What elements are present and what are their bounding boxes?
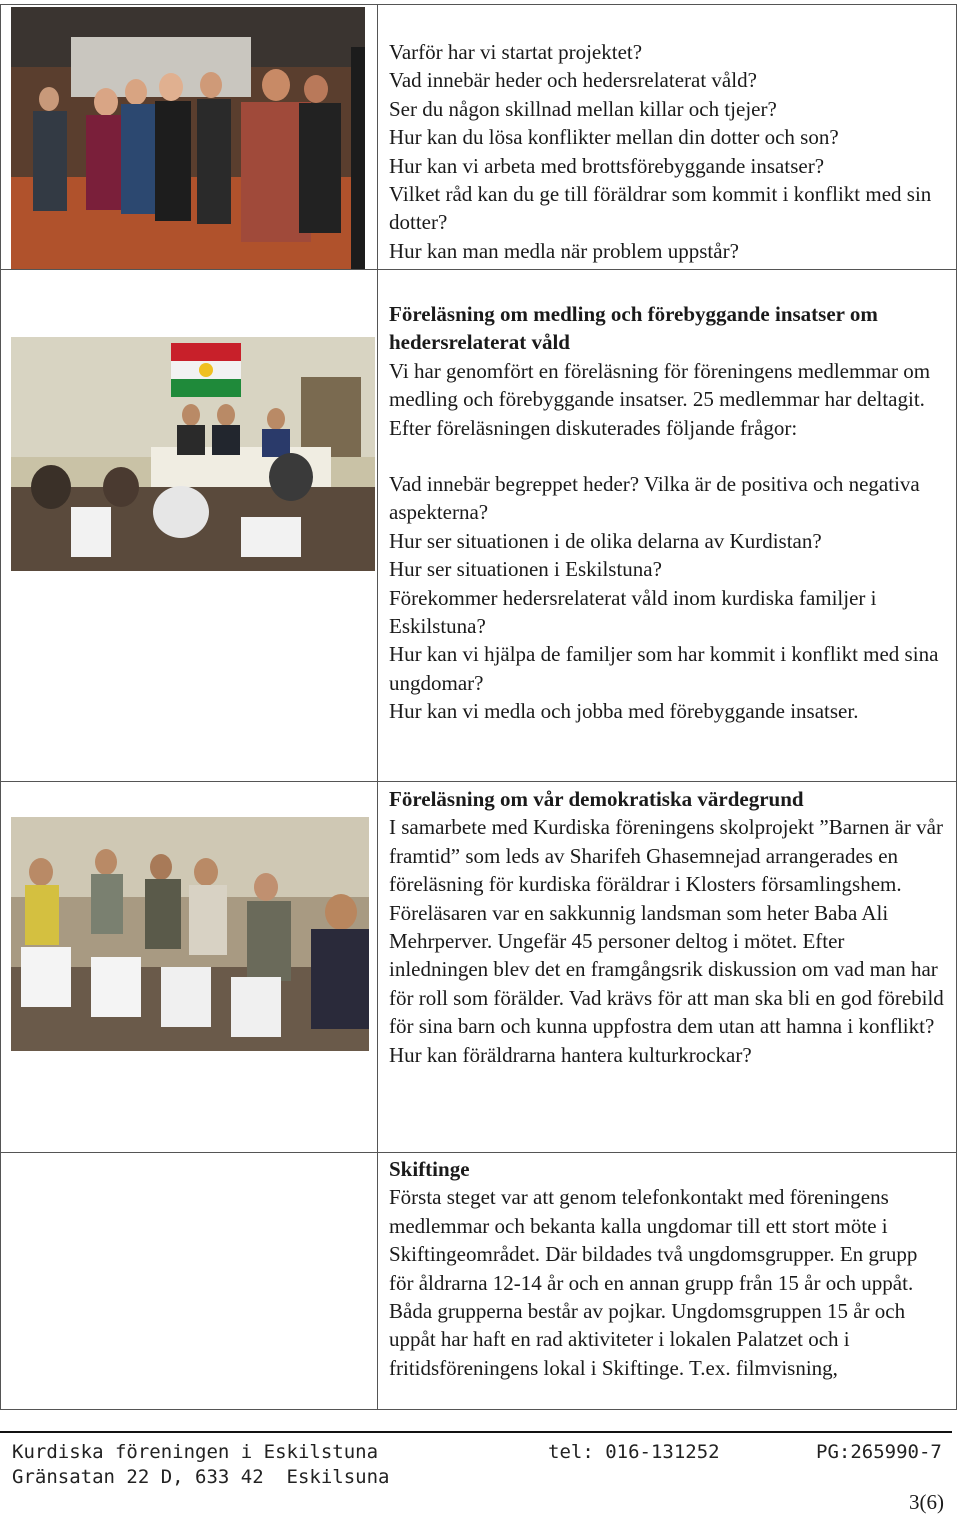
question: Hur ser situationen i Eskilstuna? bbox=[389, 557, 662, 582]
question: Hur kan man medla när problem uppstår? bbox=[389, 238, 739, 263]
meeting-photo-panel bbox=[11, 337, 375, 571]
table-row bbox=[0, 269, 957, 782]
table-row bbox=[0, 4, 957, 270]
question: Vad innebär heder och hedersrelaterat våld? bbox=[389, 68, 757, 93]
question: Ser du någon skillnad mellan killar och tjejer? bbox=[389, 96, 777, 121]
section-body: Första steget var att genom telefonkontakt med föreningens medlemmar och bekanta kalla ungdomar till ett stort möte i Skiftingeområdet. Där bildades två ungdomsgrupper. En grupp för åldrarna 12-14 år och en annan grupp från 15 år och uppåt. Båda grupperna består av pojkar. Ungdomsgruppen 15 år och uppåt har haft en rad aktiviteter i lokalen Palatzet och i fritidsföreningens lokal i Skiftinge. T.ex. filmvisning, bbox=[389, 1185, 918, 1380]
footer-divider bbox=[0, 1431, 952, 1433]
question: Hur ser situationen i de olika delarna av Kurdistan? bbox=[389, 528, 822, 553]
section3-text bbox=[389, 785, 946, 1069]
footer-address: Gränsatan 22 D, 633 42 Eskilsuna bbox=[12, 1466, 390, 1488]
section-body: I samarbete med Kurdiska föreningens skolprojekt ”Barnen är vår framtid” som leds av Sharifeh Ghasemnejad arrangerades en föreläsning för kurdiska föräldrar i Klosters församlingshem. Föreläsaren var en sakkunnig landsman som heter Baba Ali Mehrperver. Ungefär 45 personer deltog i mötet. Efter inledningen blev det en framgångsrik diskussion om vad man har för roll som förälder. Vad krävs för att man ska bli en god förebild för sina barn och kunna uppfostra dem utan att hamna i konflikt? Hur kan föräldrarna hantera kulturkrockar? bbox=[389, 815, 944, 1067]
footer-pg: PG:265990-7 bbox=[816, 1441, 942, 1463]
lecture-audience-photo bbox=[11, 817, 369, 1051]
section-intro: Vi har genomfört en föreläsning för föreningens medlemmar om medling och förebyggande insatser. 25 medlemmar har deltagit. Efter föreläsningen diskuterades följande frågor: bbox=[389, 358, 931, 440]
section-heading: Föreläsning om vår demokratiska värdegrund bbox=[389, 787, 804, 811]
footer-org: Kurdiska föreningen i Eskilstuna bbox=[12, 1441, 379, 1463]
question: Förekommer hedersrelaterat våld inom kurdiska familjer i Eskilstuna? bbox=[389, 585, 877, 639]
group-photo-women bbox=[11, 7, 365, 269]
question: Varför har vi startat projektet? bbox=[389, 40, 643, 64]
question: Hur kan vi medla och jobba med förebyggande insatser. bbox=[389, 699, 859, 724]
page-number: 3(6) bbox=[909, 1490, 944, 1514]
section1-questions bbox=[389, 38, 946, 265]
section-heading: Skiftinge bbox=[389, 1157, 470, 1181]
footer-phone: tel: 016-131252 bbox=[548, 1441, 720, 1463]
question: Hur kan vi arbeta med brottsförebyggande insatser? bbox=[389, 153, 825, 178]
section2-text bbox=[389, 300, 946, 726]
question: Hur kan vi hjälpa de familjer som har kommit i konflikt med sina ungdomar? bbox=[389, 642, 939, 695]
section4-text bbox=[389, 1155, 946, 1382]
table-row bbox=[0, 1152, 957, 1410]
question: Vad innebär begreppet heder? Vilka är de positiva och negativa aspekterna? bbox=[389, 472, 920, 525]
question: Hur kan du lösa konflikter mellan din dotter och son? bbox=[389, 125, 839, 150]
section-heading: Föreläsning om medling och förebyggande insatser om hedersrelaterat våld bbox=[389, 302, 878, 355]
table-row bbox=[0, 781, 957, 1153]
question: Vilket råd kan du ge till föräldrar som kommit i konflikt med sin dotter? bbox=[389, 182, 932, 235]
